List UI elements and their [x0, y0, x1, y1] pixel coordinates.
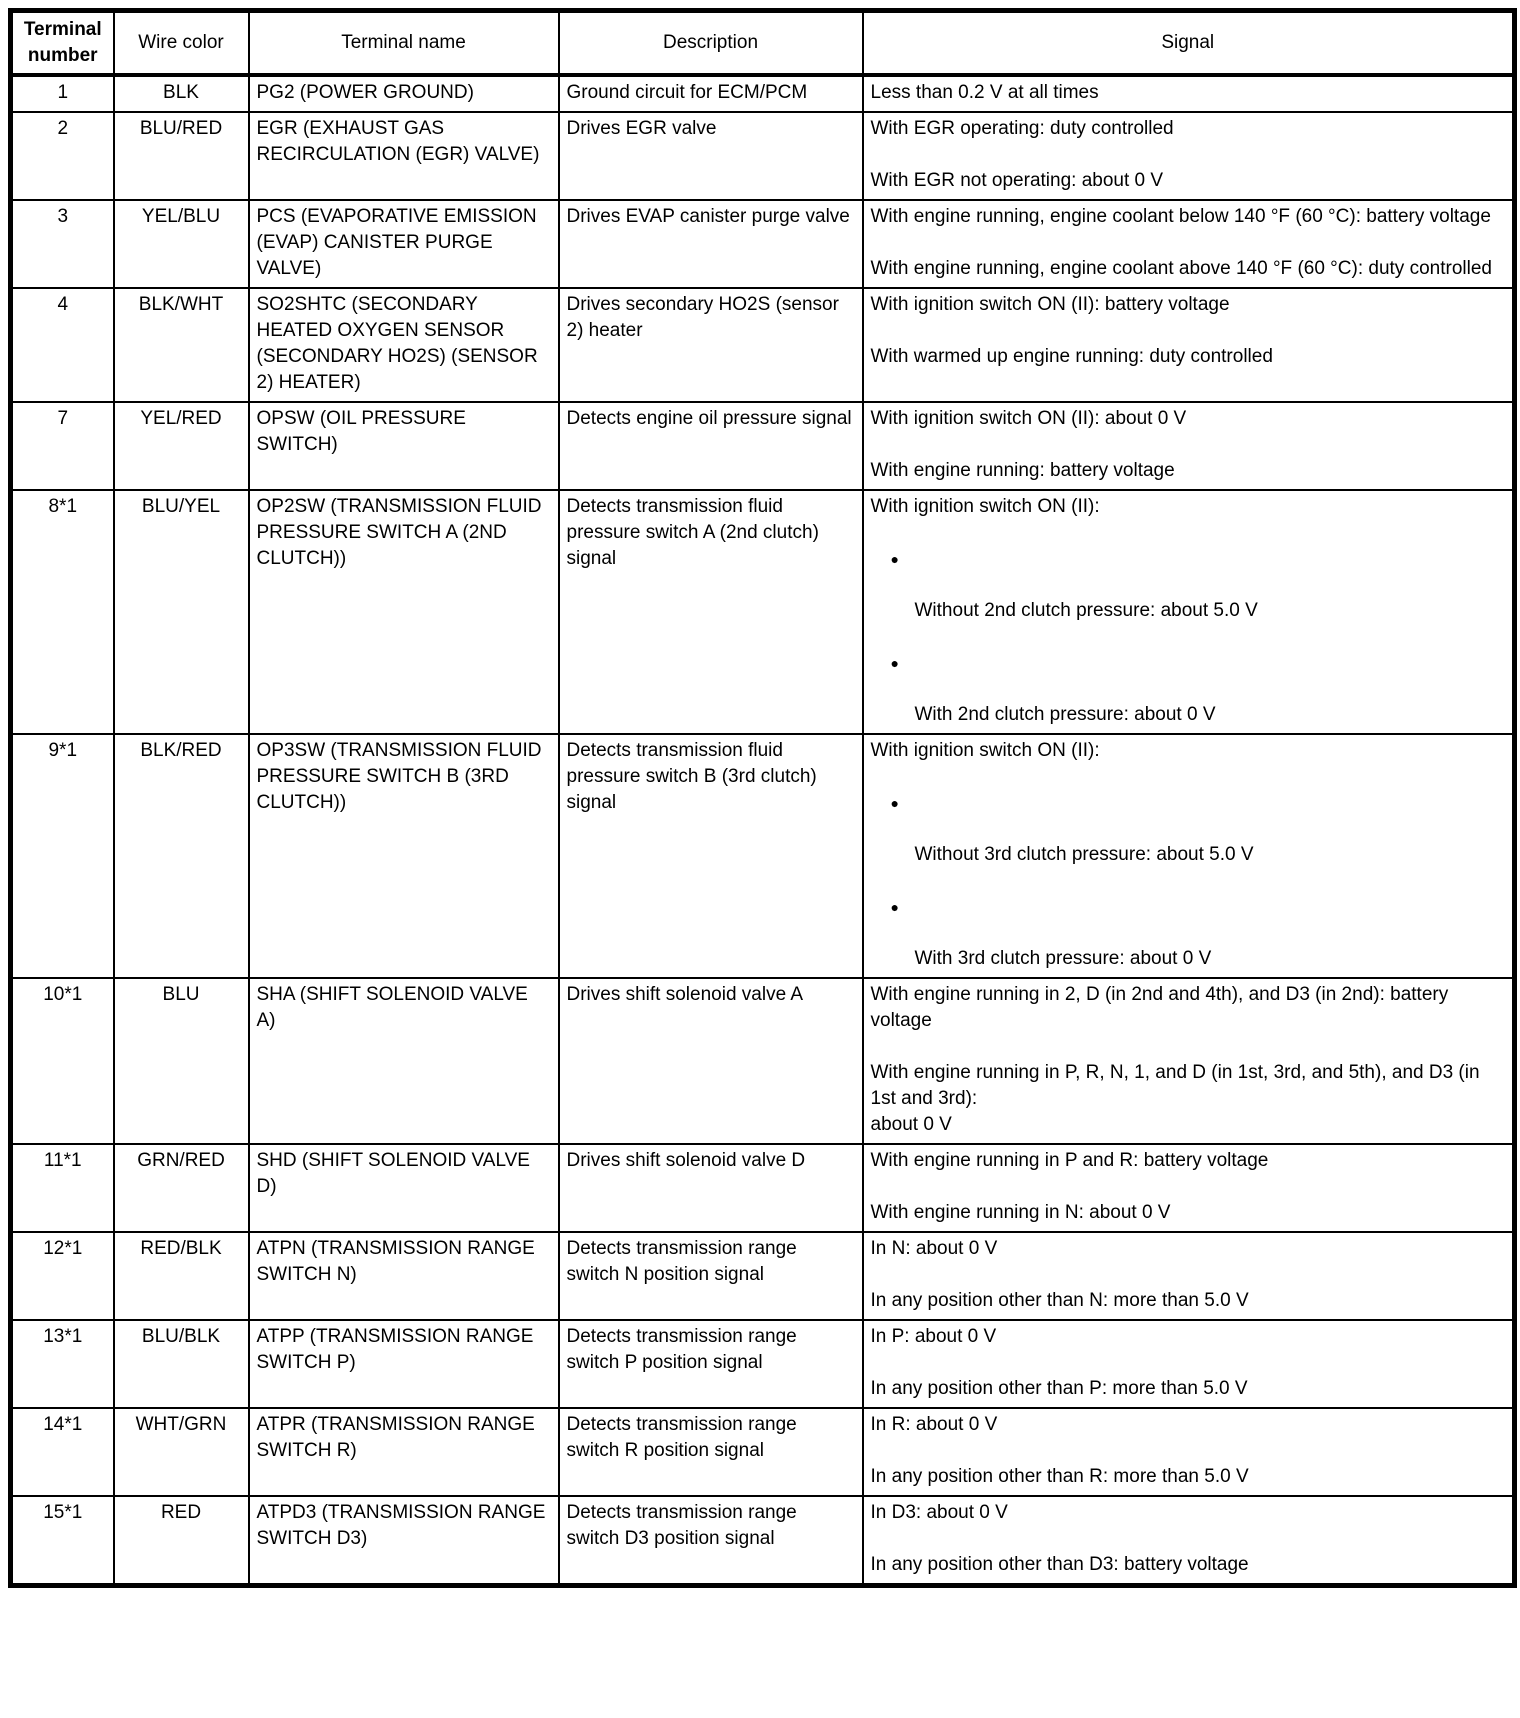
wire-color-cell: BLU/RED	[114, 112, 249, 200]
description-cell: Detects transmission range switch P position signal	[559, 1320, 863, 1408]
signal-paragraph-gap	[871, 1034, 1506, 1060]
terminal-name-cell: ATPN (TRANSMISSION RANGE SWITCH N)	[249, 1232, 559, 1320]
signal-paragraph-gap	[871, 816, 1506, 842]
table-row	[11, 1320, 1515, 1408]
signal-paragraph-gap	[871, 1174, 1506, 1200]
signal-line: Without 2nd clutch pressure: about 5.0 V	[914, 600, 1258, 621]
terminal-number-cell: 10*1	[11, 978, 114, 1144]
terminal-name-cell: PCS (EVAPORATIVE EMISSION (EVAP) CANISTER PURGE VALVE)	[249, 200, 559, 288]
signal-cell	[863, 402, 1515, 490]
terminal-number-cell: 12*1	[11, 1232, 114, 1320]
signal-line: With engine running, engine coolant below 140 °F (60 °C): battery voltage	[870, 206, 1491, 227]
signal-cell	[863, 1232, 1515, 1320]
signal-line: In any position other than P: more than 5.0 V	[870, 1378, 1248, 1399]
table-row	[11, 1232, 1515, 1320]
terminal-name-cell: OP3SW (TRANSMISSION FLUID PRESSURE SWITCH B (3RD CLUTCH))	[249, 734, 559, 978]
signal-cell	[863, 75, 1515, 112]
signal-cell	[863, 1320, 1515, 1408]
signal-line: Without 3rd clutch pressure: about 5.0 V	[914, 844, 1254, 865]
signal-paragraph-gap	[871, 868, 1506, 894]
terminal-number-cell: 2	[11, 112, 114, 200]
description-cell: Detects transmission range switch N position signal	[559, 1232, 863, 1320]
table-row	[11, 1496, 1515, 1586]
signal-line: With engine running in N: about 0 V	[870, 1202, 1171, 1223]
header-row	[11, 11, 1515, 76]
description-cell: Ground circuit for ECM/PCM	[559, 75, 863, 112]
wire-color-cell: GRN/RED	[114, 1144, 249, 1232]
wire-color-cell: YEL/BLU	[114, 200, 249, 288]
signal-line: With EGR operating: duty controlled	[870, 118, 1174, 139]
signal-line: With EGR not operating: about 0 V	[870, 170, 1164, 191]
signal-paragraph-gap	[871, 142, 1506, 168]
description-cell: Detects transmission fluid pressure switch A (2nd clutch) signal	[559, 490, 863, 734]
terminal-name-cell: OP2SW (TRANSMISSION FLUID PRESSURE SWITCH A (2ND CLUTCH))	[249, 490, 559, 734]
signal-line: Less than 0.2 V at all times	[870, 82, 1099, 103]
terminal-name-cell: OPSW (OIL PRESSURE SWITCH)	[249, 402, 559, 490]
table-row	[11, 402, 1515, 490]
wire-color-cell: BLU	[114, 978, 249, 1144]
description-cell: Drives EGR valve	[559, 112, 863, 200]
signal-line: In any position other than N: more than 5.0 V	[870, 1290, 1249, 1311]
terminal-name-cell: EGR (EXHAUST GAS RECIRCULATION (EGR) VALVE)	[249, 112, 559, 200]
header-description: Description	[559, 11, 863, 76]
bullet-icon: ●	[890, 655, 899, 671]
description-cell: Drives shift solenoid valve D	[559, 1144, 863, 1232]
signal-cell	[863, 734, 1515, 978]
table-row	[11, 490, 1515, 734]
signal-line: In P: about 0 V	[870, 1326, 997, 1347]
signal-line: In N: about 0 V	[870, 1238, 998, 1259]
signal-paragraph-gap	[871, 318, 1506, 344]
table-header	[11, 11, 1515, 76]
header-wire-color: Wire color	[114, 11, 249, 76]
terminal-number-cell: 11*1	[11, 1144, 114, 1232]
table-row	[11, 200, 1515, 288]
header-terminal-name: Terminal name	[249, 11, 559, 76]
signal-line: With engine running: battery voltage	[870, 460, 1175, 481]
signal-line: With ignition switch ON (II): about 0 V	[870, 408, 1187, 429]
signal-cell	[863, 490, 1515, 734]
signal-paragraph-gap	[871, 624, 1506, 650]
wire-color-cell: BLU/BLK	[114, 1320, 249, 1408]
signal-paragraph-gap	[871, 1350, 1506, 1376]
terminal-name-cell: SO2SHTC (SECONDARY HEATED OXYGEN SENSOR (SECONDARY HO2S) (SENSOR 2) HEATER)	[249, 288, 559, 402]
signal-cell	[863, 288, 1515, 402]
terminal-number-cell: 1	[11, 75, 114, 112]
signal-paragraph-gap	[871, 1438, 1506, 1464]
wire-color-cell: BLU/YEL	[114, 490, 249, 734]
signal-cell	[863, 1408, 1515, 1496]
signal-cell	[863, 1496, 1515, 1586]
terminal-name-cell: ATPP (TRANSMISSION RANGE SWITCH P)	[249, 1320, 559, 1408]
signal-paragraph-gap	[871, 230, 1506, 256]
terminal-name-cell: ATPD3 (TRANSMISSION RANGE SWITCH D3)	[249, 1496, 559, 1586]
table-row	[11, 1408, 1515, 1496]
signal-line: With ignition switch ON (II):	[870, 496, 1100, 517]
signal-line: With engine running, engine coolant above 140 °F (60 °C): duty controlled	[870, 258, 1492, 279]
table-row	[11, 978, 1515, 1144]
signal-line: In any position other than R: more than 5.0 V	[870, 1466, 1249, 1487]
description-cell: Drives EVAP canister purge valve	[559, 200, 863, 288]
signal-paragraph-gap	[871, 572, 1506, 598]
terminal-number-cell: 15*1	[11, 1496, 114, 1586]
terminal-name-cell: SHD (SHIFT SOLENOID VALVE D)	[249, 1144, 559, 1232]
signal-line: With warmed up engine running: duty controlled	[870, 346, 1273, 367]
description-cell: Drives secondary HO2S (sensor 2) heater	[559, 288, 863, 402]
table-row	[11, 1144, 1515, 1232]
terminal-number-cell: 9*1	[11, 734, 114, 978]
header-terminal-number: Terminal number	[11, 11, 114, 76]
wire-color-cell: BLK	[114, 75, 249, 112]
wire-color-cell: RED/BLK	[114, 1232, 249, 1320]
bullet-icon: ●	[890, 899, 899, 915]
wire-color-cell: RED	[114, 1496, 249, 1586]
terminal-number-cell: 7	[11, 402, 114, 490]
terminal-name-cell: ATPR (TRANSMISSION RANGE SWITCH R)	[249, 1408, 559, 1496]
signal-line: In D3: about 0 V	[870, 1502, 1008, 1523]
terminal-number-cell: 3	[11, 200, 114, 288]
signal-line: With engine running in P, R, N, 1, and D (in 1st, 3rd, and 5th), and D3 (in 1st and 3rd):	[870, 1062, 1480, 1109]
wire-color-cell: YEL/RED	[114, 402, 249, 490]
table-row	[11, 288, 1515, 402]
signal-line: In R: about 0 V	[870, 1414, 998, 1435]
bullet-icon: ●	[890, 551, 899, 567]
table-row	[11, 75, 1515, 112]
signal-line: With ignition switch ON (II): battery voltage	[870, 294, 1230, 315]
signal-paragraph-gap	[871, 1262, 1506, 1288]
signal-paragraph-gap	[871, 1526, 1506, 1552]
description-cell: Detects engine oil pressure signal	[559, 402, 863, 490]
signal-paragraph-gap	[871, 764, 1506, 790]
signal-cell	[863, 112, 1515, 200]
signal-line: With 2nd clutch pressure: about 0 V	[914, 704, 1216, 725]
signal-paragraph-gap	[871, 432, 1506, 458]
signal-line: With engine running in P and R: battery voltage	[870, 1150, 1269, 1171]
signal-paragraph-gap	[871, 520, 1506, 546]
table-row	[11, 734, 1515, 978]
wire-color-cell: BLK/RED	[114, 734, 249, 978]
terminal-table	[8, 8, 1517, 1588]
signal-line: With ignition switch ON (II):	[870, 740, 1100, 761]
signal-cell	[863, 978, 1515, 1144]
terminal-name-cell: SHA (SHIFT SOLENOID VALVE A)	[249, 978, 559, 1144]
signal-paragraph-gap	[871, 920, 1506, 946]
signal-line: With engine running in 2, D (in 2nd and 4th), and D3 (in 2nd): battery voltage	[870, 984, 1449, 1031]
terminal-number-cell: 13*1	[11, 1320, 114, 1408]
description-cell: Detects transmission range switch R position signal	[559, 1408, 863, 1496]
table-row	[11, 112, 1515, 200]
terminal-number-cell: 8*1	[11, 490, 114, 734]
wire-color-cell: BLK/WHT	[114, 288, 249, 402]
table-body	[11, 75, 1515, 1586]
description-cell: Drives shift solenoid valve A	[559, 978, 863, 1144]
signal-cell	[863, 200, 1515, 288]
wire-color-cell: WHT/GRN	[114, 1408, 249, 1496]
description-cell: Detects transmission range switch D3 position signal	[559, 1496, 863, 1586]
signal-line: With 3rd clutch pressure: about 0 V	[914, 948, 1212, 969]
bullet-icon: ●	[890, 795, 899, 811]
terminal-name-cell: PG2 (POWER GROUND)	[249, 75, 559, 112]
signal-cell	[863, 1144, 1515, 1232]
terminal-number-cell: 4	[11, 288, 114, 402]
description-cell: Detects transmission fluid pressure switch B (3rd clutch) signal	[559, 734, 863, 978]
signal-paragraph-gap	[871, 676, 1506, 702]
signal-line: about 0 V	[870, 1114, 952, 1135]
header-signal: Signal	[863, 11, 1515, 76]
signal-line: In any position other than D3: battery voltage	[870, 1554, 1249, 1575]
terminal-number-cell: 14*1	[11, 1408, 114, 1496]
